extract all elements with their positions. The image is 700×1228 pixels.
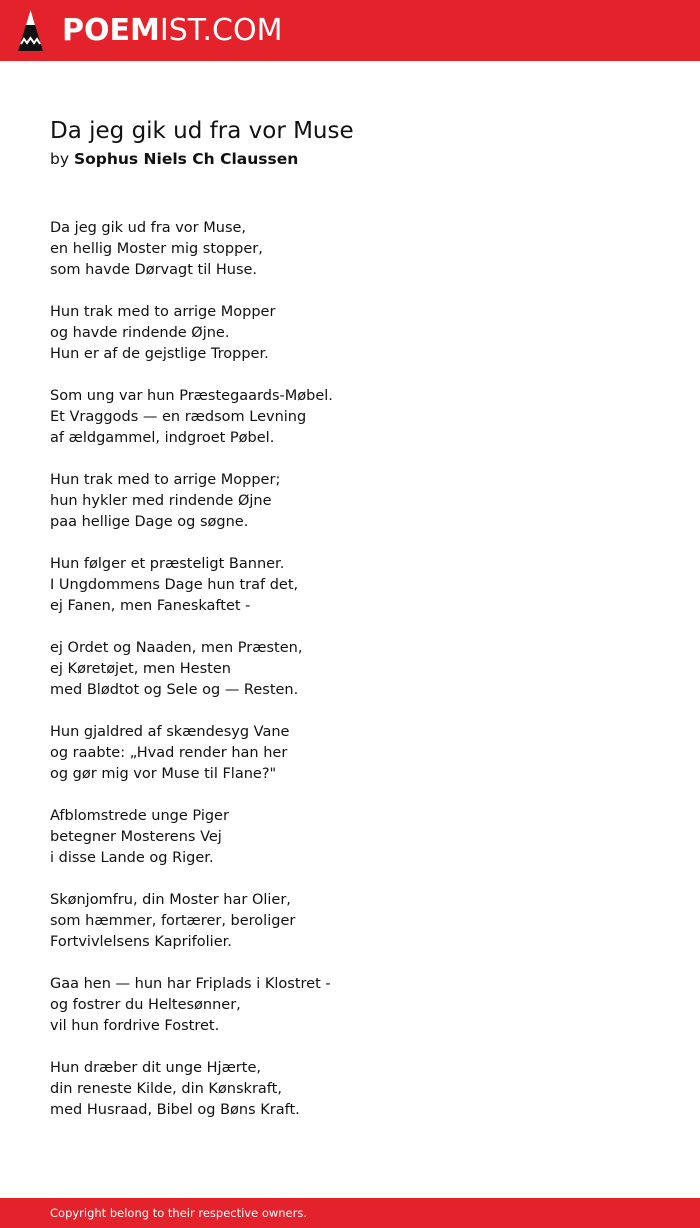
stanza: [50, 218, 650, 281]
poem-line: ej Fanen, men Faneskaftet -: [50, 598, 251, 614]
poem-line: Fortvivlelsens Kaprifolier.: [50, 934, 232, 950]
poem-line: Gaa hen — hun har Friplads i Klostret -: [50, 976, 331, 992]
site-logo[interactable]: [18, 10, 282, 51]
stanza: [50, 722, 650, 785]
poem-line: som havde Dørvagt til Huse.: [50, 262, 258, 278]
poem-line: og gør mig vor Muse til Flane?": [50, 766, 277, 782]
brand-name: [62, 11, 282, 51]
poem-line: i disse Lande og Riger.: [50, 850, 214, 866]
stanza: [50, 638, 650, 701]
poem-title: Da jeg gik ud fra vor Muse: [50, 118, 354, 144]
pencil-tip-icon: [18, 10, 43, 51]
poem-line: Hun trak med to arrige Mopper: [50, 304, 276, 320]
copyright-text: Copyright belong to their respective owners.: [50, 1206, 308, 1220]
poem-line: med Blødtot og Sele og — Resten.: [50, 682, 299, 698]
stanza: [50, 1058, 650, 1121]
brand-bold: POEM: [62, 12, 160, 48]
poem-line: Afblomstrede unge Piger: [50, 808, 229, 824]
poem-line: vil hun fordrive Fostret.: [50, 1018, 220, 1034]
poem-line: og fostrer du Heltesønner,: [50, 997, 241, 1013]
poem-line: Hun er af de gejstlige Tropper.: [50, 346, 269, 362]
poem-line: en hellig Moster mig stopper,: [50, 241, 263, 257]
poem-line: af ældgammel, indgroet Pøbel.: [50, 430, 275, 446]
site-footer: [0, 1198, 700, 1228]
poem-line: Som ung var hun Præstegaards-Møbel.: [50, 388, 333, 404]
poem-line: og havde rindende Øjne.: [50, 325, 230, 341]
poem-line: Hun dræber dit unge Hjærte,: [50, 1060, 261, 1076]
poem-line: din reneste Kilde, din Kønskraft,: [50, 1081, 282, 1097]
stanza: [50, 470, 650, 533]
stanza: [50, 974, 650, 1037]
poem-line: betegner Mosterens Vej: [50, 829, 222, 845]
poem-line: som hæmmer, fortærer, beroliger: [50, 913, 296, 929]
stanza: [50, 890, 650, 953]
stanza: [50, 806, 650, 869]
poem-line: hun hykler med rindende Øjne: [50, 493, 272, 509]
poem-line: Hun trak med to arrige Mopper;: [50, 472, 281, 488]
author-link[interactable]: Sophus Niels Ch Claussen: [73, 150, 299, 168]
stanza: [50, 554, 650, 617]
poem-line: og raabte: „Hvad render han her: [50, 745, 288, 761]
poem-line: med Husraad, Bibel og Bøns Kraft.: [50, 1102, 300, 1118]
by-label: by: [50, 150, 70, 168]
byline: [50, 148, 298, 170]
brand-light: IST.COM: [159, 12, 283, 48]
poem-line: ej Ordet og Naaden, men Præsten,: [50, 640, 303, 656]
poem-line: Hun gjaldred af skændesyg Vane: [50, 724, 290, 740]
stanza: [50, 386, 650, 449]
poem-line: I Ungdommens Dage hun traf det,: [50, 577, 299, 593]
poem-line: Et Vraggods — en rædsom Levning: [50, 409, 307, 425]
poem-line: Hun følger et præsteligt Banner.: [50, 556, 285, 572]
stanza: [50, 302, 650, 365]
poem-line: paa hellige Dage og søgne.: [50, 514, 249, 530]
poem-line: Da jeg gik ud fra vor Muse,: [50, 220, 247, 236]
poem-line: Skønjomfru, din Moster har Olier,: [50, 892, 291, 908]
poem-line: ej Køretøjet, men Hesten: [50, 661, 231, 677]
site-header: [0, 0, 700, 61]
poem-body: [50, 218, 650, 1142]
